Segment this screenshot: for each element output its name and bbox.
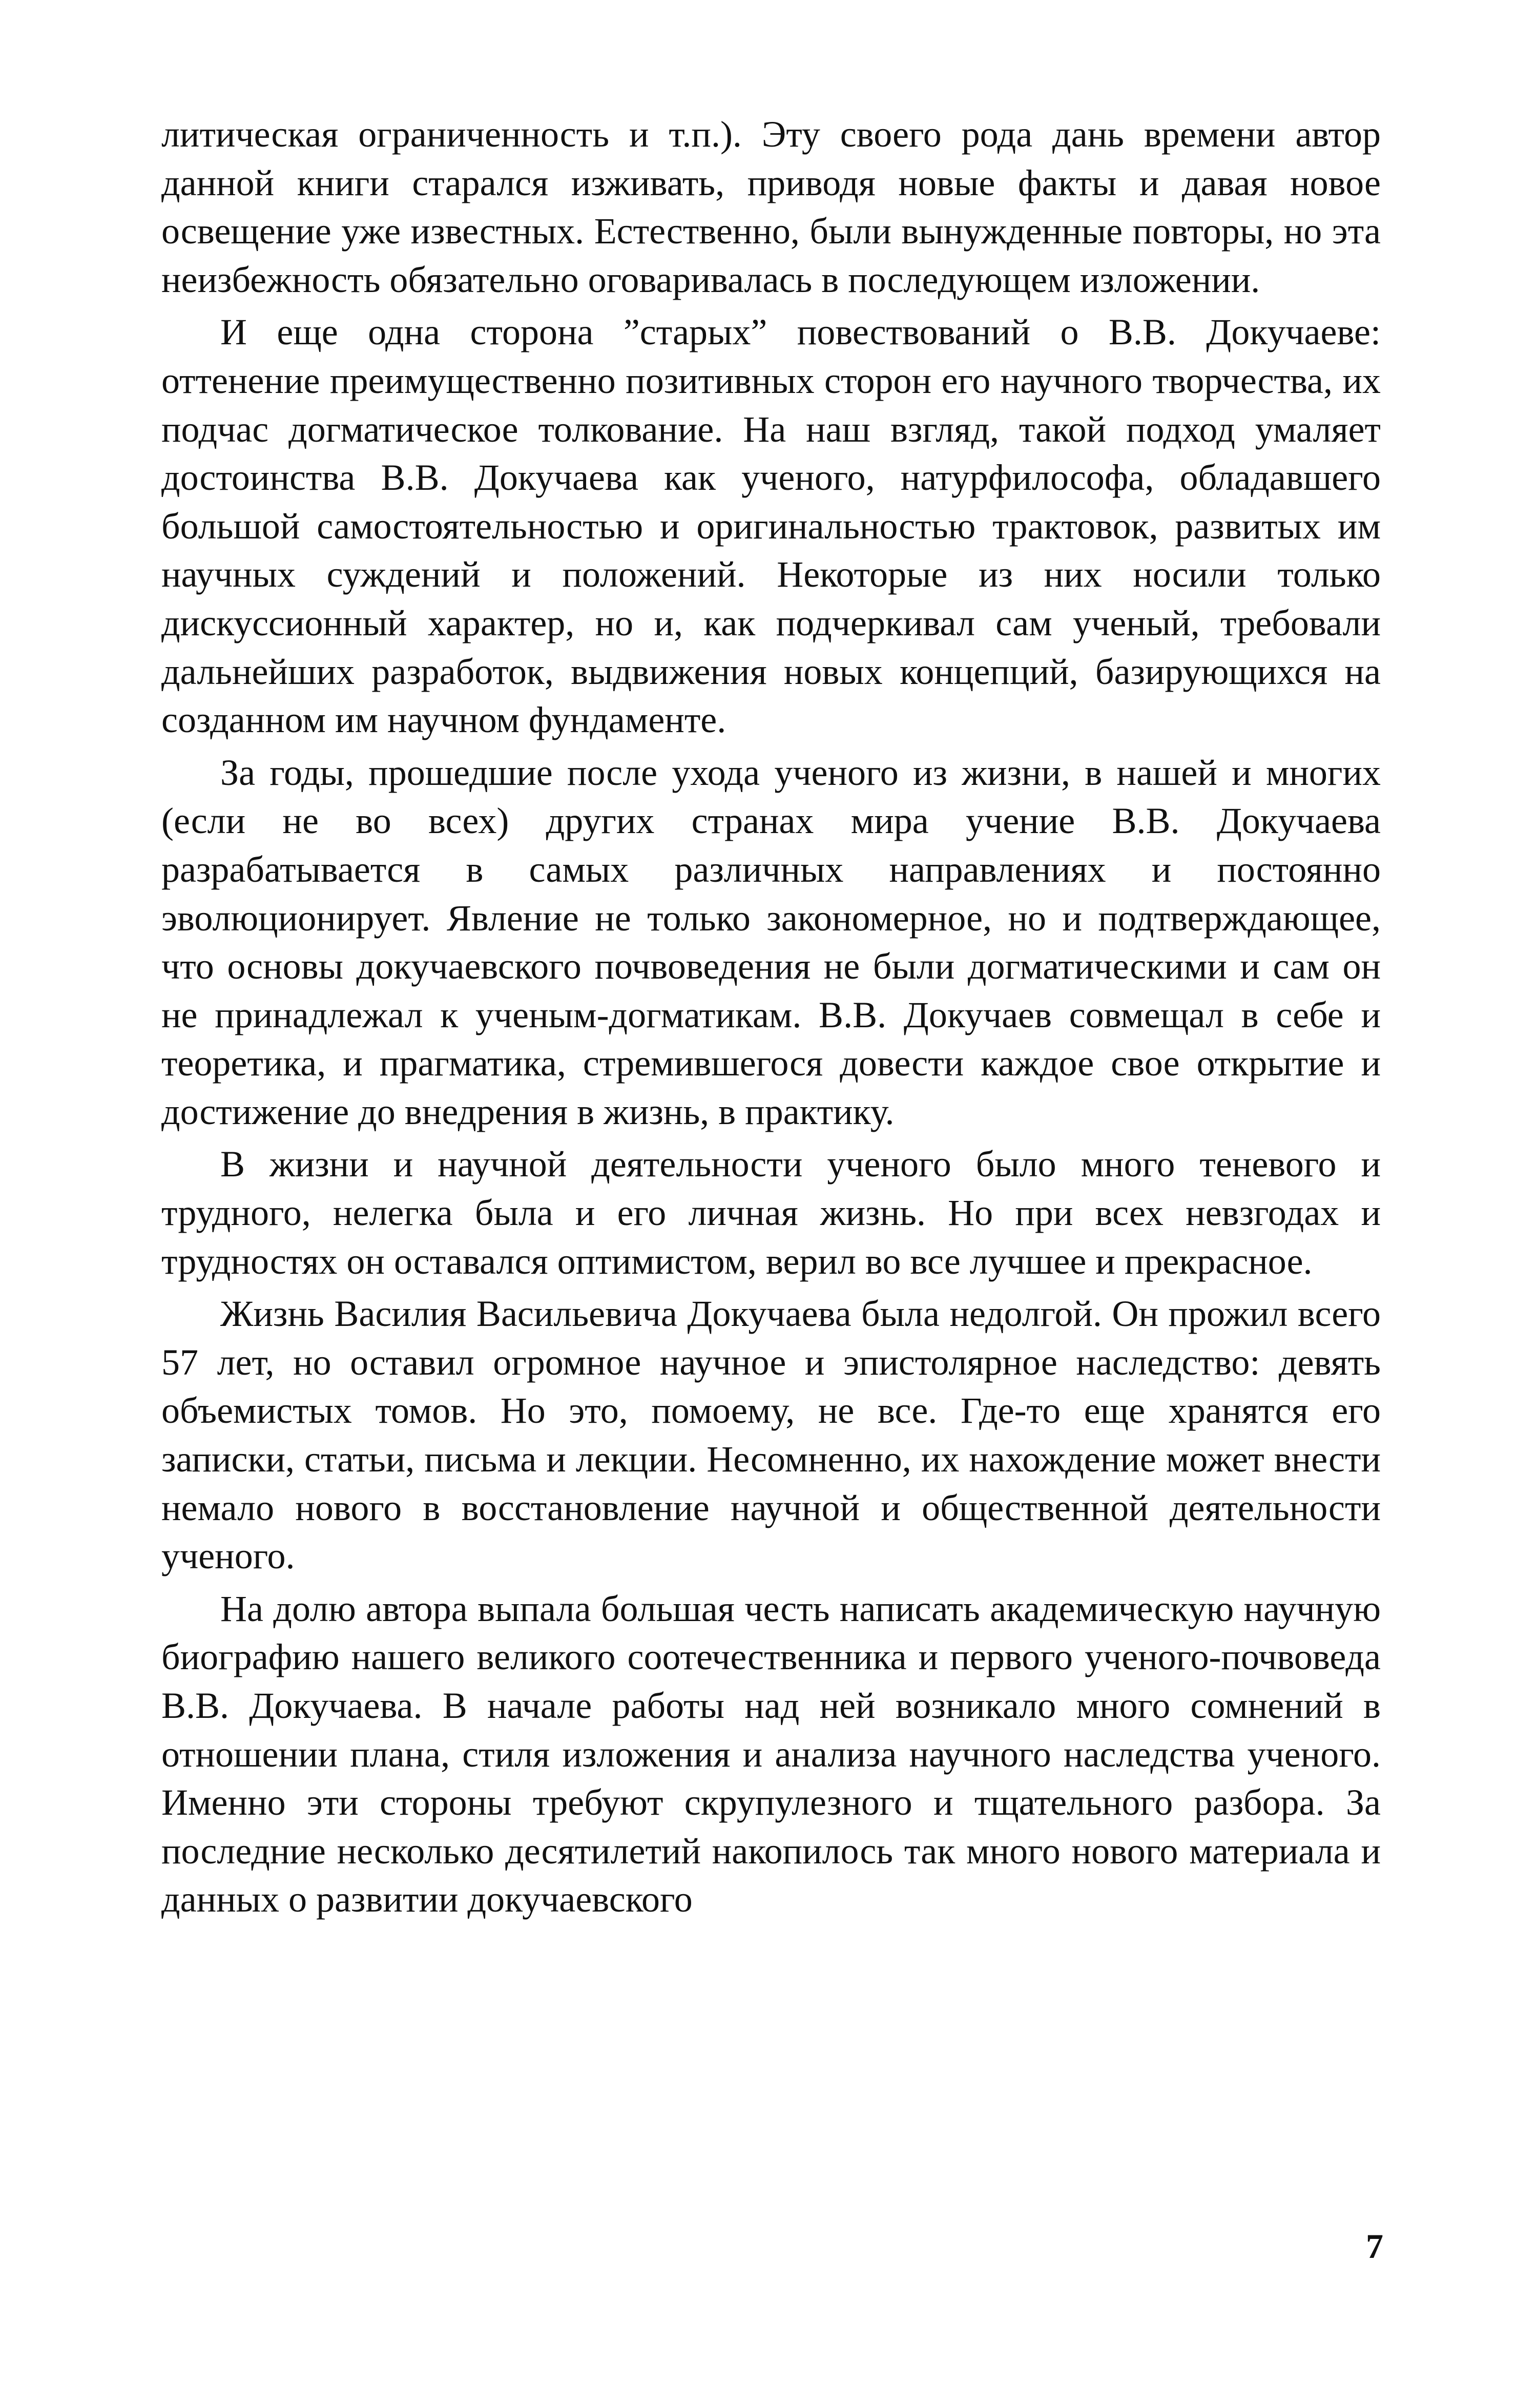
paragraph-2: И еще одна сторона ”старых” повествований о В.В. Докучаеве: оттенение преимущественно позитивных сторон его научного творчества, их подчас догматическое толкование. На наш взгляд, такой подход умаляет достоинства В.В. Докучаева как ученого, натурфилософа, обладавшего большой самостоятельностью и оригинальностью трактовок, развитых им научных суждений и положений. Некоторые из них носили только дискуссионный характер, но и, как подчеркивал сам ученый, требовали дальнейших разработок, выдвижения новых концепций, базирующихся на созданном им научном фундаменте. — [161, 312, 1381, 741]
paragraph-5: Жизнь Василия Васильевича Докучаева была недолгой. Он прожил всего 57 лет, но оставил огромное научное и эпистолярное наследство: девять объемистых томов. Но это, помоему, не все. Где-то еще хранятся его записки, статьи, письма и лекции. Несомненно, их нахождение может внести немало нового в восстановление научной и общественной деятельности ученого. — [161, 1293, 1381, 1577]
paragraph-1: литическая ограниченность и т.п.). Эту своего рода дань времени автор данной книги старался изживать, приводя новые факты и давая новое освещение уже известных. Естественно, были вынужденные повторы, но эта неизбежность обязательно оговаривалась в последующем изложении. — [161, 114, 1381, 300]
paragraph-4: В жизни и научной деятельности ученого было много теневого и трудного, нелегка была и его личная жизнь. Но при всех невзгодах и трудностях он оставался оптимистом, верил во все лучшее и прекрасное. — [161, 1144, 1381, 1282]
paragraph-6: На долю автора выпала большая честь написать академическую научную биографию нашего великого соотечественника и первого ученого-почвоведа В.В. Докучаева. В начале работы над ней возникало много сомнений в отношении плана, стиля изложения и анализа научного наследства ученого. Именно эти стороны требуют скрупулезного и тщательного разбора. За последние несколько десятилетий накопилось так много нового материала и данных о развитии докучаевского — [161, 1588, 1381, 1920]
body-text — [161, 110, 1381, 1928]
page-number: 7 — [1366, 2227, 1383, 2266]
paragraph-3: За годы, прошедшие после ухода ученого из жизни, в нашей и многих (если не во всех) других странах мира учение В.В. Докучаева разрабатывается в самых различных направлениях и постоянно эволюционирует. Явление не только закономерное, но и подтверждающее, что основы докучаевского почвоведения не были догматическими и сам он не принадлежал к ученым-догматикам. В.В. Докучаев совмещал в себе и теоретика, и прагматика, стремившегося довести каждое свое открытие и достижение до внедрения в жизнь, в практику. — [161, 752, 1381, 1132]
